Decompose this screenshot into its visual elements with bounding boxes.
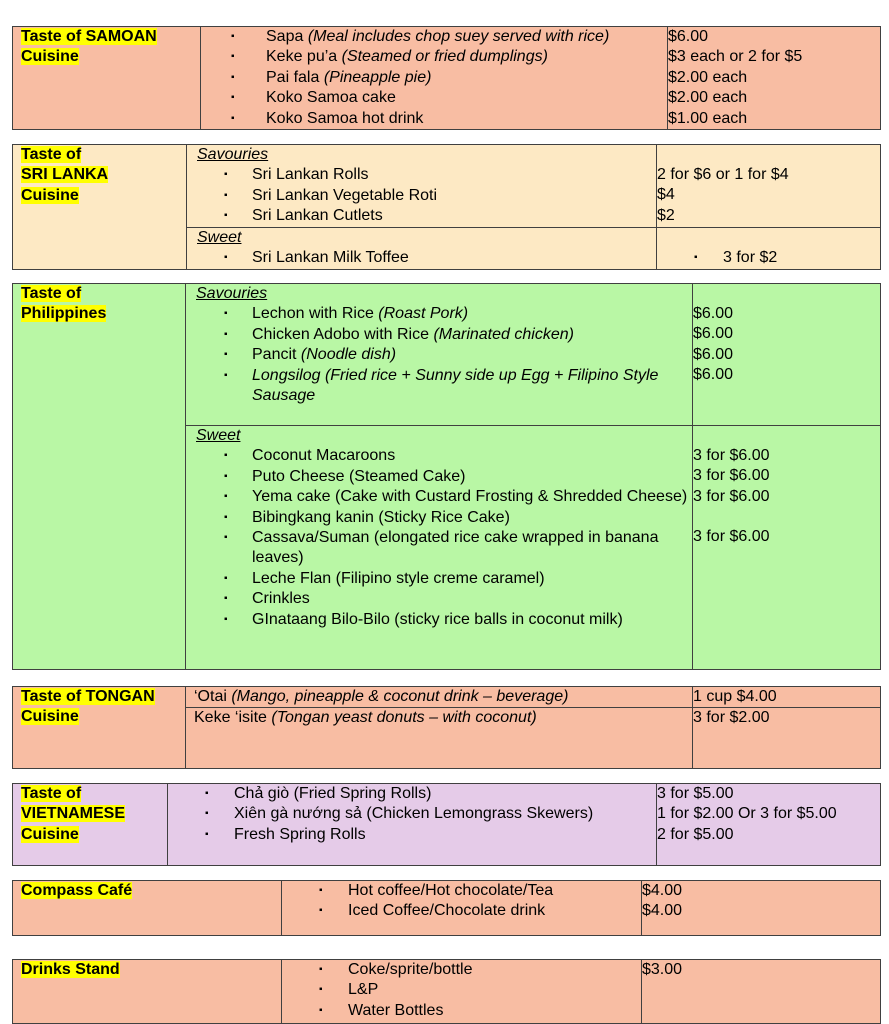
list-item [187, 186, 656, 206]
list-item [186, 528, 692, 569]
item-name: L&P [348, 981, 379, 999]
bullet-icon: ▪ [224, 308, 228, 320]
item-name: GInataang Bilo-Bilo (sticky rice balls in coconut milk) [252, 610, 623, 628]
tongan-name-line-1: Taste of TONGAN [21, 688, 155, 705]
list-item [201, 68, 667, 88]
item-name: Water Bottles [348, 1001, 444, 1019]
price: $1.00 each [668, 109, 748, 127]
sweet-heading: Sweet [196, 427, 241, 444]
bullet-icon: ▪ [319, 885, 323, 896]
list-item [168, 784, 656, 804]
price: 3 for $2.00 [693, 708, 881, 769]
philippines-sweet-cell [186, 426, 693, 670]
bullet-icon: ▪ [231, 51, 235, 63]
item-description: (Noodle dish) [300, 346, 397, 364]
vietnamese-items-cell [168, 784, 657, 866]
item-name: Chả giò (Fried Spring Rolls) [234, 785, 432, 802]
list-item [282, 960, 641, 980]
vietnamese-table [12, 783, 881, 866]
price: $4.00 [642, 882, 683, 899]
bullet-icon: ▪ [319, 964, 323, 975]
bullet-icon: ▪ [224, 613, 228, 625]
tongan-table [12, 686, 881, 769]
item-name: Pai fala [266, 68, 324, 86]
item-name: Koko Samoa hot drink [266, 109, 424, 127]
list-item [187, 206, 656, 226]
list-item [201, 27, 667, 47]
list-item [187, 248, 656, 268]
compass-name-cell [13, 881, 282, 936]
bullet-icon: ▪ [224, 252, 228, 264]
item-description: (Meal includes chop suey served with rice) [307, 28, 610, 45]
bullet-icon: ▪ [224, 189, 228, 201]
tongan-item-cell [186, 687, 693, 708]
srilanka-name-cell [13, 145, 187, 270]
item-name: Koko Samoa cake [266, 89, 396, 107]
bullet-icon: ▪ [205, 828, 209, 840]
srilanka-sweet-prices [657, 228, 881, 270]
list-item [282, 881, 641, 901]
item-name: Iced Coffee/Chocolate drink [348, 902, 546, 920]
item-description: Longsilog (Fried rice + Sunny side up Egg + Filipino Style Sausage [252, 366, 659, 405]
bullet-icon: ▪ [224, 532, 228, 544]
tongan-item-cell [186, 708, 693, 769]
price: $6.00 [693, 325, 734, 343]
list-item [186, 304, 692, 324]
samoan-name-cell [13, 27, 201, 130]
item-name: ‘Otai [194, 688, 232, 705]
price: 1 cup $4.00 [693, 687, 881, 708]
list-item [186, 610, 692, 630]
bullet-icon: ▪ [224, 169, 228, 181]
vietnamese-name-line-1: Taste of [21, 785, 82, 802]
savouries-heading: Savouries [196, 285, 268, 302]
item-name: Xiên gà nướng sả (Chicken Lemongrass Skewers) [234, 805, 594, 823]
list-item [201, 88, 667, 108]
drinks-table [12, 959, 881, 1024]
srilanka-table [12, 144, 881, 270]
vietnamese-prices-cell [657, 784, 881, 866]
price: $6.00 [693, 366, 734, 384]
price: $6.00 [693, 305, 734, 322]
philippines-name-line-2: Philippines [21, 305, 107, 323]
bullet-icon: ▪ [319, 905, 323, 917]
bullet-icon: ▪ [205, 788, 209, 799]
bullet-icon: ▪ [319, 1004, 323, 1016]
list-item [168, 804, 656, 824]
item-name: Chicken Adobo with Rice [252, 325, 434, 343]
drinks-name: Drinks Stand [21, 961, 120, 978]
samoan-name-line-1: Taste of SAMOAN [21, 28, 157, 45]
price: 2 for $6 or 1 for $4 [657, 166, 789, 183]
tongan-name-cell [13, 687, 186, 769]
bullet-icon: ▪ [224, 450, 228, 462]
price: 3 for $6.00 [693, 528, 770, 546]
item-name: Sri Lankan Milk Toffee [252, 249, 409, 267]
philippines-savouries-prices [693, 284, 881, 426]
list-item [186, 366, 692, 407]
srilanka-savouries-prices [657, 145, 881, 228]
item-name: Crinkles [252, 590, 310, 608]
bullet-icon: ▪ [231, 92, 235, 104]
drinks-items-cell [282, 960, 642, 1024]
list-item [186, 487, 692, 507]
bullet-icon: ▪ [224, 470, 228, 482]
price: $6.00 [668, 28, 709, 45]
list-item [657, 248, 880, 268]
item-name: Bibingkang kanin (Sticky Rice Cake) [252, 508, 510, 526]
item-name: Keke ‘isite [194, 709, 272, 727]
item-name: Fresh Spring Rolls [234, 825, 366, 843]
item-description: (Steamed or fried dumplings) [341, 48, 548, 66]
samoan-prices-cell [668, 27, 881, 130]
savouries-heading: Savouries [197, 146, 269, 163]
drinks-prices-cell [642, 960, 881, 1024]
item-name: Sri Lankan Vegetable Roti [252, 186, 438, 204]
item-description: (Tongan yeast donuts – with coconut) [271, 709, 537, 727]
list-item [186, 345, 692, 365]
bullet-icon: ▪ [224, 491, 228, 503]
price: $2.00 each [668, 89, 748, 107]
list-item [186, 589, 692, 609]
compass-prices-cell [642, 881, 881, 936]
bullet-icon: ▪ [224, 572, 228, 584]
list-item [187, 165, 656, 185]
price: $4.00 [642, 902, 683, 920]
item-description: (Marinated chicken) [433, 325, 574, 343]
item-name: Keke pu’a [266, 48, 342, 66]
item-name: Sri Lankan Rolls [252, 166, 369, 184]
compass-items-cell [282, 881, 642, 936]
item-description: (Mango, pineapple & coconut drink – beverage) [231, 688, 569, 705]
price: 1 for $2.00 Or 3 for $5.00 [657, 805, 837, 823]
srilanka-sweet-cell [187, 228, 657, 270]
sweet-heading: Sweet [197, 229, 242, 246]
bullet-icon: ▪ [224, 349, 228, 361]
philippines-name-cell [13, 284, 186, 670]
item-name: Pancit [252, 346, 301, 364]
samoan-name-line-2: Cuisine [21, 48, 79, 66]
price: 3 for $6.00 [693, 447, 770, 464]
price: 3 for $6.00 [693, 467, 770, 485]
price: $3.00 [642, 961, 683, 978]
list-item [201, 109, 667, 129]
item-name: Sri Lankan Cutlets [252, 207, 383, 225]
price: 3 for $5.00 [657, 785, 734, 802]
list-item [186, 569, 692, 589]
item-name: Coconut Macaroons [252, 447, 396, 465]
price: $2 [657, 206, 675, 224]
bullet-icon: ▪ [231, 112, 235, 124]
price: $2.00 each [668, 68, 748, 86]
srilanka-name-line-2: SRI LANKA [21, 166, 109, 184]
list-item [201, 47, 667, 67]
srilanka-savouries-cell [187, 145, 657, 228]
list-item [168, 825, 656, 845]
item-description: (Roast Pork) [378, 305, 469, 323]
philippines-sweet-prices [693, 426, 881, 670]
item-name: Coke/sprite/bottle [348, 961, 473, 978]
item-description: (Pineapple pie) [323, 68, 432, 86]
list-item [186, 446, 692, 466]
item-name: Lechon with Rice [252, 305, 379, 323]
bullet-icon: ▪ [231, 71, 235, 83]
bullet-icon: ▪ [205, 808, 209, 820]
vietnamese-name-cell [13, 784, 168, 866]
list-item [186, 508, 692, 528]
item-name: Puto Cheese (Steamed Cake) [252, 467, 466, 485]
drinks-name-cell [13, 960, 282, 1024]
item-name: Cassava/Suman (elongated rice cake wrapped in banana leaves) [252, 529, 659, 567]
price: $3 each or 2 for $5 [668, 48, 803, 66]
item-name: Yema cake (Cake with Custard Frosting & Shredded Cheese) [252, 488, 688, 506]
philippines-savouries-cell [186, 284, 693, 426]
price: $4 [657, 186, 675, 204]
vietnamese-name-line-3: Cuisine [21, 825, 79, 843]
list-item [282, 901, 641, 921]
srilanka-name-line-3: Cuisine [21, 186, 79, 204]
compass-table [12, 880, 881, 936]
list-item [282, 1001, 641, 1021]
bullet-icon: ▪ [694, 252, 698, 263]
philippines-name-line-1: Taste of [21, 285, 82, 302]
list-item [186, 467, 692, 487]
price: 3 for $6.00 [693, 487, 770, 505]
bullet-icon: ▪ [224, 328, 228, 340]
bullet-icon: ▪ [319, 984, 323, 996]
item-name: Sapa [266, 28, 308, 45]
list-item [282, 980, 641, 1000]
item-name: Hot coffee/Hot chocolate/Tea [348, 882, 554, 899]
samoan-items-cell [201, 27, 668, 130]
philippines-table [12, 283, 881, 670]
list-item [186, 325, 692, 345]
bullet-icon: ▪ [231, 31, 235, 42]
vietnamese-name-line-2: VIETNAMESE [21, 805, 126, 823]
srilanka-name-line-1: Taste of [21, 146, 82, 163]
bullet-icon: ▪ [224, 210, 228, 222]
compass-name: Compass Café [21, 882, 133, 899]
tongan-name-line-2: Cuisine [21, 708, 79, 726]
price: 3 for $2 [723, 249, 778, 266]
price: 2 for $5.00 [657, 825, 734, 843]
bullet-icon: ▪ [224, 369, 228, 381]
bullet-icon: ▪ [224, 593, 228, 605]
bullet-icon: ▪ [224, 511, 228, 523]
price: $6.00 [693, 345, 734, 363]
samoan-table [12, 26, 881, 130]
item-name: Leche Flan (Filipino style creme caramel) [252, 569, 545, 587]
